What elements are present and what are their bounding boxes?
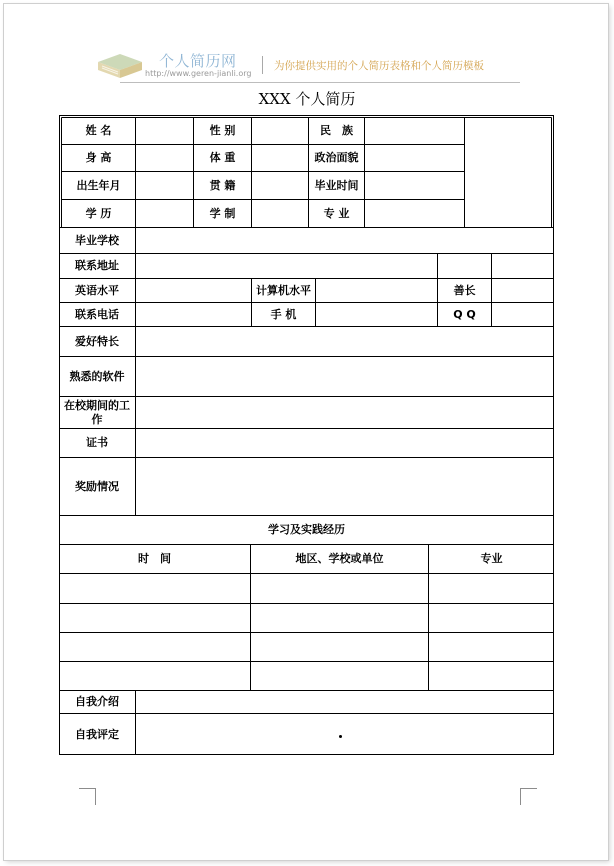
study-length-label: 学 制: [209, 206, 236, 220]
self-intro-field[interactable]: [136, 691, 554, 713]
page-title: XXX 个人简历: [258, 90, 356, 108]
experience-row-3-major[interactable]: [429, 633, 554, 661]
certificates-field[interactable]: [136, 429, 554, 457]
experience-column-major: 专业: [480, 552, 503, 566]
experience-row-1-major[interactable]: [429, 574, 554, 603]
software-label: 熟悉的软件: [69, 369, 125, 383]
specialty-field[interactable]: [492, 279, 554, 302]
weight-label: 体 重: [209, 151, 236, 165]
education-label: 学 历: [85, 206, 112, 220]
software-field[interactable]: [136, 357, 554, 396]
study-length-field[interactable]: [252, 200, 308, 227]
native-place-field[interactable]: [252, 172, 308, 199]
gender-field[interactable]: [252, 118, 308, 144]
address-extra-field[interactable]: [438, 254, 491, 278]
graduate-school-label: 毕业学校: [75, 233, 119, 247]
site-url[interactable]: http://www.geren-jianli.org: [145, 69, 252, 78]
experience-row-4-major[interactable]: [429, 662, 554, 690]
ethnicity-label: 民 族: [320, 124, 353, 138]
qq-field[interactable]: [492, 303, 554, 326]
major-field[interactable]: [365, 200, 464, 227]
political-status-field[interactable]: [365, 145, 464, 171]
height-field[interactable]: [136, 145, 193, 171]
mobile-label: 手 机: [270, 307, 297, 321]
experience-row-4-institution[interactable]: [251, 662, 428, 690]
ethnicity-field[interactable]: [365, 118, 464, 144]
name-field[interactable]: [136, 118, 193, 144]
book-logo-icon: [96, 48, 144, 80]
phone-field[interactable]: [136, 303, 251, 326]
graduation-time-field[interactable]: [365, 172, 464, 199]
computer-level-label: 计算机水平: [256, 283, 311, 297]
birth-date-field[interactable]: [136, 172, 193, 199]
experience-row-3-time[interactable]: [59, 633, 250, 661]
self-intro-label: 自我介绍: [75, 695, 119, 709]
address-extra-field-2[interactable]: [492, 254, 554, 278]
text-cursor-dot: [339, 735, 342, 738]
header-rule: [120, 82, 520, 83]
header-divider: [262, 56, 263, 74]
awards-field[interactable]: [136, 458, 554, 515]
crop-mark-bottom-left: [79, 788, 96, 805]
self-evaluation-label: 自我评定: [75, 727, 119, 741]
birth-date-label: 出生年月: [76, 178, 121, 192]
political-status-label: 政治面貌: [314, 151, 359, 165]
experience-heading: 学习及实践经历: [268, 523, 345, 537]
major-label: 专 业: [323, 206, 350, 220]
experience-row-2-time[interactable]: [59, 604, 250, 632]
qq-label: Q Q: [453, 307, 476, 321]
awards-label: 奖励情况: [75, 479, 119, 493]
graduate-school-field[interactable]: [136, 228, 554, 253]
header-tagline: 为你提供实用的个人简历表格和个人简历模板: [274, 60, 484, 72]
resume-table: [59, 115, 554, 756]
photo-area[interactable]: [465, 118, 551, 227]
experience-column-time: 时 间: [138, 552, 171, 566]
address-label: 联系地址: [75, 259, 119, 273]
brand-name: 个人简历网: [159, 52, 237, 70]
native-place-label: 贯 籍: [209, 178, 236, 192]
experience-row-1-time[interactable]: [59, 574, 250, 603]
experience-row-3-institution[interactable]: [251, 633, 428, 661]
english-level-label: 英语水平: [75, 283, 119, 297]
english-level-field[interactable]: [136, 279, 251, 302]
height-label: 身 高: [85, 151, 112, 165]
computer-level-field[interactable]: [316, 279, 437, 302]
experience-column-institution: 地区、学校或单位: [295, 552, 384, 566]
education-field[interactable]: [136, 200, 193, 227]
hobbies-field[interactable]: [136, 327, 554, 356]
campus-work-field[interactable]: [136, 397, 554, 428]
specialty-label: 善长: [453, 283, 476, 297]
name-label: 姓 名: [85, 124, 112, 138]
campus-work-label: 在校期间的工作: [64, 398, 130, 426]
gender-label: 性 别: [209, 124, 236, 138]
experience-row-2-major[interactable]: [429, 604, 554, 632]
graduation-time-label: 毕业时间: [314, 178, 359, 192]
experience-row-1-institution[interactable]: [251, 574, 428, 603]
certificates-label: 证书: [86, 436, 108, 450]
mobile-field[interactable]: [316, 303, 437, 326]
address-field[interactable]: [136, 254, 437, 278]
hobbies-label: 爱好特长: [75, 334, 119, 348]
weight-field[interactable]: [252, 145, 308, 171]
experience-row-2-institution[interactable]: [251, 604, 428, 632]
experience-row-4-time[interactable]: [59, 662, 250, 690]
self-evaluation-field[interactable]: [136, 714, 554, 755]
phone-label: 联系电话: [75, 307, 119, 321]
crop-mark-bottom-right: [520, 788, 537, 805]
